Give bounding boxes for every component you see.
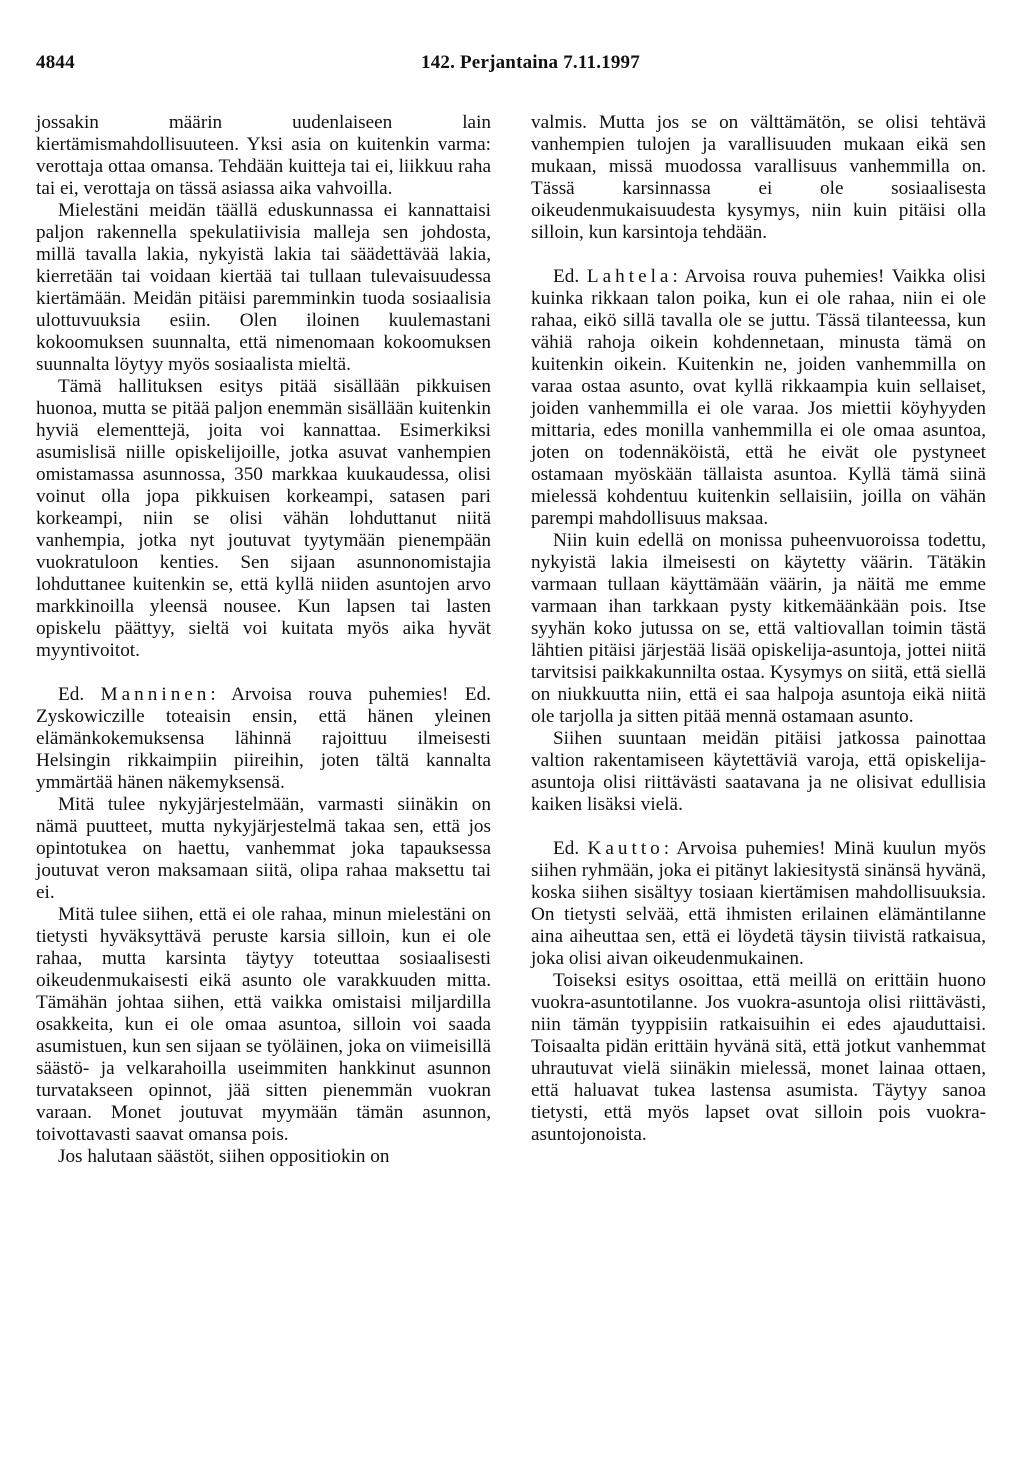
paragraph: Jos halutaan säästöt, siihen oppositiokin on <box>58 1146 390 1167</box>
paragraph: Niin kuin edellä on monissa puheenvuoroissa todettu, nykyistä lakia ilmeisesti on käytetty väärin. Tätäkin varmaan tullaan käyttämään väärin, ja näitä me emme varmaan ihan tarkkaan pysty kitkemäänkään pois. Itse syyhän koko jutussa on se, että valtiovallan toimin tästä lähtien pitäisi järjestää lisää opiskelija-asuntoja, jottei niitä tarvitsisi paikkakunnilta ostaa. Kysymys on siitä, että siellä on niukkuutta niin, että ei saa halpoja asuntoja eikä niitä ole tarjolla ja sitten pitää mennä ostamaan asunto. <box>531 530 986 727</box>
page-header <box>36 52 986 82</box>
paragraph: valmis. Mutta jos se on välttämätön, se olisi tehtävä vanhempien tulojen ja varallisuuden mukaan eikä sen mukaan, missä muodossa varallisuus vanhemmilla on. Tässä karsinnassa ei ole sosiaalisesta oikeudenmukaisuudesta kysymys, niin kuin pitäisi olla silloin, kun karsintoja tehdään. <box>531 112 986 243</box>
page-number: 4844 <box>36 52 75 73</box>
paragraph: Toiseksi esitys osoittaa, että meillä on erittäin huono vuokra-asuntotilanne. Jos vuokra-asuntoja olisi riittävästi, niin tämän tyyppisiin ratkaisuihin ei edes ajauduttaisi. Toisaalta pidän erittäin hyvänä sitä, että jotkut vanhemmat uhrautuvat vielä siinäkin mielessä, monet lainaa ottaen, että haluavat tukea lastensa asumista. Täytyy sanoa tietysti, että myös lapset ovat silloin pois vuokra-asuntojonoista. <box>531 970 986 1145</box>
paragraph: Mielestäni meidän täällä eduskunnassa ei kannattaisi paljon rakennella spekulatiivisia malleja sen johdosta, millä tavalla lakia, nykyistä lakia tai säädettävää lakia, kierretään tai voidaan kiertää tai tullaan tulevaisuudessa kiertämään. Meidän pitäisi paremminkin tuoda sosiaalisia ulottuvuuksia esiin. Olen iloinen kuulemastani kokoomuksen suunnalta, että nimenomaan kokoomuksen suunnalta löytyy myös sosiaalista mieltä. <box>36 200 491 375</box>
speech-text: : Arvoisa puhemies! Minä kuulun myös siihen ryhmään, joka ei pitänyt lakiesitystä sinänsä hyvänä, koska siihen sisältyy tosiaan kiertämisen mahdollisuuksia. On tietysti selvää, että ihmisten erilainen elämäntilanne aina aiheuttaa sen, että ei löydetä täysin tiivistä ratkaisua, joka olisi aivan oikeudenmukainen. <box>531 838 987 969</box>
paragraph: Siihen suuntaan meidän pitäisi jatkossa painottaa valtion rakentamiseen käytettäviä varoja, että opiskelija-asuntoja olisi riittävästi saatavana ja ne olisivat edullisia kaiken lisäksi vielä. <box>531 728 986 815</box>
speech-text: : Arvoisa rouva puhemies! Vaikka olisi kuinka rikkaan talon poika, kun ei ole rahaa, niin ei ole rahaa, eikö sillä tavalla ole se juttu. Tässä tilanteessa, kun vähiä rahoja oikein kohdennetaan, minusta tämä on kuitenkin oikein. Kuitenkin ne, joiden vanhemmilla on varaa ostaa asunto, ovat kyllä rikkaampia kuin sellaiset, joiden vanhemmilla ei ole varaa. Jos miettii köyhyyden mittaria, edes monilla vanhemmilla ei ole omaa asuntoa, joten on todennäköistä, että he eivät ole pystyneet ostamaan myöskään tällaista asuntoa. Kyllä tämä siinä mielessä kohdentuu kuitenkin sellaisiin, joilla on vähän parempi mahdollisuus maksaa. <box>531 266 987 529</box>
speaker-name: Manninen <box>100 684 211 705</box>
right-column <box>531 112 986 1146</box>
paragraph: Tämä hallituksen esitys pitää sisällään pikkuisen huonoa, mutta se pitää paljon enemmän sisällään kuitenkin hyviä elementtejä, joita voi kannattaa. Esimerkiksi asumislisä niille opiskelijoille, jotka asuvat vanhempien omistamassa asunnossa, 350 markkaa kuukaudessa, olisi voinut olla jopa pikkuisen korkeampi, satasen pari korkeampi, niin se olisi vähän lohduttanut niitä vanhempia, jotka nyt joutuvat tyytymään pienempään vuokratuloon kenties. Sen sijaan asunnonomistajia lohduttanee kuitenkin se, että kyllä niiden asuntojen arvo markkinoilla yleensä nousee. Kun lapsen tai lasten opiskelu päättyy, sieltä voi kuitata myös aika hyvät myyntivoitot. <box>36 376 491 661</box>
speaker-paragraph <box>531 266 986 530</box>
speaker-prefix: Ed. <box>553 266 580 287</box>
speaker-name: Kautto <box>587 838 664 859</box>
paragraph: Mitä tulee nykyjärjestelmään, varmasti siinäkin on nämä puutteet, mutta nykyjärjestelmä takaa sen, että jos opintotukea on haettu, vanhemmat joka tapauksessa joutuvat veron maksamaan siitä, olipa rahaa maksettu tai ei. <box>36 794 491 903</box>
speaker-paragraph <box>36 684 491 794</box>
paragraph: Mitä tulee siihen, että ei ole rahaa, minun mielestäni on tietysti hyväksyttävä peruste karsia silloin, kun ei ole rahaa, mutta karsinta täytyy toteuttaa sosiaalisesti oikeudenmukaisesti eikä asunto ole varakkuuden mitta. Tämähän johtaa siihen, että vaikka omistaisi miljardilla osakkeita, kun ei ole omaa asuntoa, silloin voi saada asumistuen, kun sen sijaan se työläinen, joka on viimeisillä säästö- ja velkarahoilla useimmiten hankkinut asunnon turvatakseen opinnot, jää sitten pienemmän vuokran varaan. Monet joutuvat myymään tämän asunnon, toivottavasti saavat omansa pois. <box>36 904 491 1145</box>
speaker-name: Lahtela <box>586 266 673 287</box>
paragraph: jossakin määrin uudenlaiseen lain kiertämismahdollisuuteen. Yksi asia on kuitenkin varma: verottaja ottaa omansa. Tehdään kuitteja tai ei, liikkuu raha tai ei, verottaja on tässä asiassa aika vahvoilla. <box>36 112 491 199</box>
left-column <box>36 112 491 1168</box>
speech-text: : Arvoisa rouva puhemies! Ed. Zyskowiczille toteaisin ensin, että hänen yleinen elämänkokemuksensa lähinnä rajoittuu ilmeisesti Helsingin rikkaimpiin piireihin, joten tältä kannalta ymmärtää hänen näkemyksensä. <box>36 684 492 793</box>
speaker-paragraph <box>531 838 986 970</box>
speaker-prefix: Ed. <box>58 684 85 705</box>
speaker-prefix: Ed. <box>553 838 580 859</box>
issue-date: 142. Perjantaina 7.11.1997 <box>421 52 640 73</box>
